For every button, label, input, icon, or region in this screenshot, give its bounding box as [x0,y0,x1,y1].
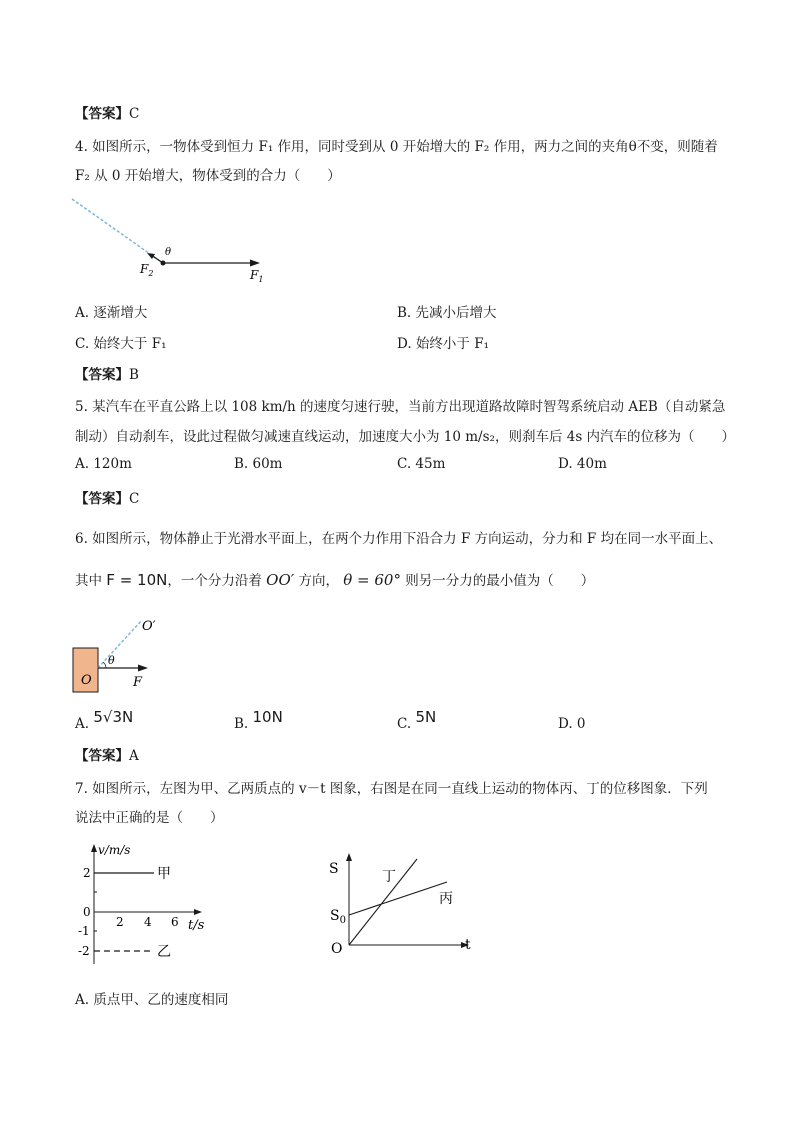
vt-ytick-2: 2 [83,866,91,880]
q5-line2: 制动）自动刹车，设此过程做匀减速直线运动，加速度大小为 10 m/s₂，则刹车后 4s 内汽车的位移为（ ） [75,429,736,445]
vt-ytick-neg1: -1 [78,924,90,938]
vt-xtick-6: 6 [171,915,179,929]
q6-option-c: C. 5N [397,708,437,732]
series-yi-label: 乙 [157,944,171,960]
vt-graph [70,838,220,968]
series-bing-line [349,882,447,915]
q4-option-a: A. 逐渐增大 [75,305,148,321]
vt-ylabel: v/m/s [98,843,131,857]
q6-option-a-value: 5√3N [93,708,134,726]
answer-q6 [75,744,139,764]
f2-arrowhead [147,253,155,259]
q4-line1: 4. 如图所示，一物体受到恒力 F₁ 作用，同时受到从 0 开始增大的 F₂ 作用，两力之间的夹角θ不变，则随着 [75,139,718,155]
vt-xlabel: t/s [188,918,205,933]
answer-value: A [129,748,139,764]
q4-option-c: C. 始终大于 F₁ [75,336,167,352]
q6-option-b-value: 10N [252,708,283,726]
vt-y-arrowhead [91,844,97,852]
answer-value: C [129,491,140,507]
f-equals-10n: F = 10N [106,571,168,589]
answer-prefix: 【答案】 [75,367,129,383]
st-ylabel: S [329,861,339,877]
answer-q5 [75,487,139,507]
vt-x-arrowhead [194,909,202,915]
f-arrowhead [138,665,148,672]
answer-prefix: 【答案】 [75,491,129,507]
st-s0-label: $S_0$ [330,908,346,926]
theta-label: θ [108,654,115,667]
oo-dashed-line [98,620,142,668]
series-bing-label: 丙 [439,891,453,907]
st-xlabel: t [465,937,471,953]
q7-option-a: A. 质点甲、乙的速度相同 [75,992,229,1008]
vt-xtick-2: 2 [116,915,124,929]
answer-prefix: 【答案】 [75,748,129,764]
f2-dashed-line [72,199,160,261]
q5-option-c: C. 45m [397,456,446,472]
q5-line1: 5. 某汽车在平直公路上以 108 km/h 的速度匀速行驶，当前方出现道路故障时智驾系统启动 AEB（自动紧急 [75,399,726,415]
series-jia-label: 甲 [157,866,171,882]
answer-prefix: 【答案】 [75,106,129,122]
answer-q4 [75,363,139,383]
q6-force-diagram [68,612,178,697]
vt-ytick-neg2: -2 [78,944,90,958]
answer-value: C [129,106,140,122]
answer-q3 [75,102,139,122]
q4-option-d: D. 始终小于 F₁ [397,336,489,352]
series-ding-label: 丁 [382,869,396,885]
oo-prime: OO′ [266,571,295,589]
q6-option-b: B. 10N [234,708,283,732]
theta-label: θ [165,247,172,258]
vt-ytick-0: 0 [83,905,91,919]
f-label: F [133,675,143,690]
q6-line2: 其中 F = 10N，一个分力沿着 OO′ 方向， θ = 60° 则另一分力的最小值为（ ） [75,571,595,589]
theta-equals-60: θ = 60° [343,571,401,589]
st-origin-label: O [331,941,343,957]
q4-force-diagram [60,195,280,285]
vt-xtick-4: 4 [144,915,152,929]
q6-line1: 6. 如图所示，物体静止于光滑水平面上，在两个力作用下沿合力 F 方向运动，分力和 F 均在同一水平面上、 [75,531,723,547]
f2-label: $F_2$ [140,262,154,278]
q6-option-d: D. 0 [558,716,586,732]
q4-option-b: B. 先减小后增大 [397,305,497,321]
answer-value: B [129,367,139,383]
theta-arc [103,662,106,668]
q5-option-b: B. 60m [234,456,283,472]
point-dot [161,261,166,266]
q6-option-a: A. 5√3N [75,708,134,732]
q4-line2: F₂ 从 0 开始增大，物体受到的合力（ ） [75,168,341,184]
q7-line2: 说法中正确的是（ ） [75,810,224,826]
f1-label: $F_1$ [250,268,264,284]
q7-line1: 7. 如图所示，左图为甲、乙两质点的 v－t 图象，右图是在同一直线上运动的物体丙、丁的位移图象．下列 [75,781,708,797]
oprime-label: O′ [142,619,156,634]
q5-option-d: D. 40m [558,456,607,472]
st-graph [325,845,485,960]
o-label: O [81,673,92,688]
f1-arrowhead [250,260,260,267]
q5-option-a: A. 120m [75,456,132,472]
st-y-arrowhead [346,853,352,861]
q6-option-c-value: 5N [415,708,437,726]
